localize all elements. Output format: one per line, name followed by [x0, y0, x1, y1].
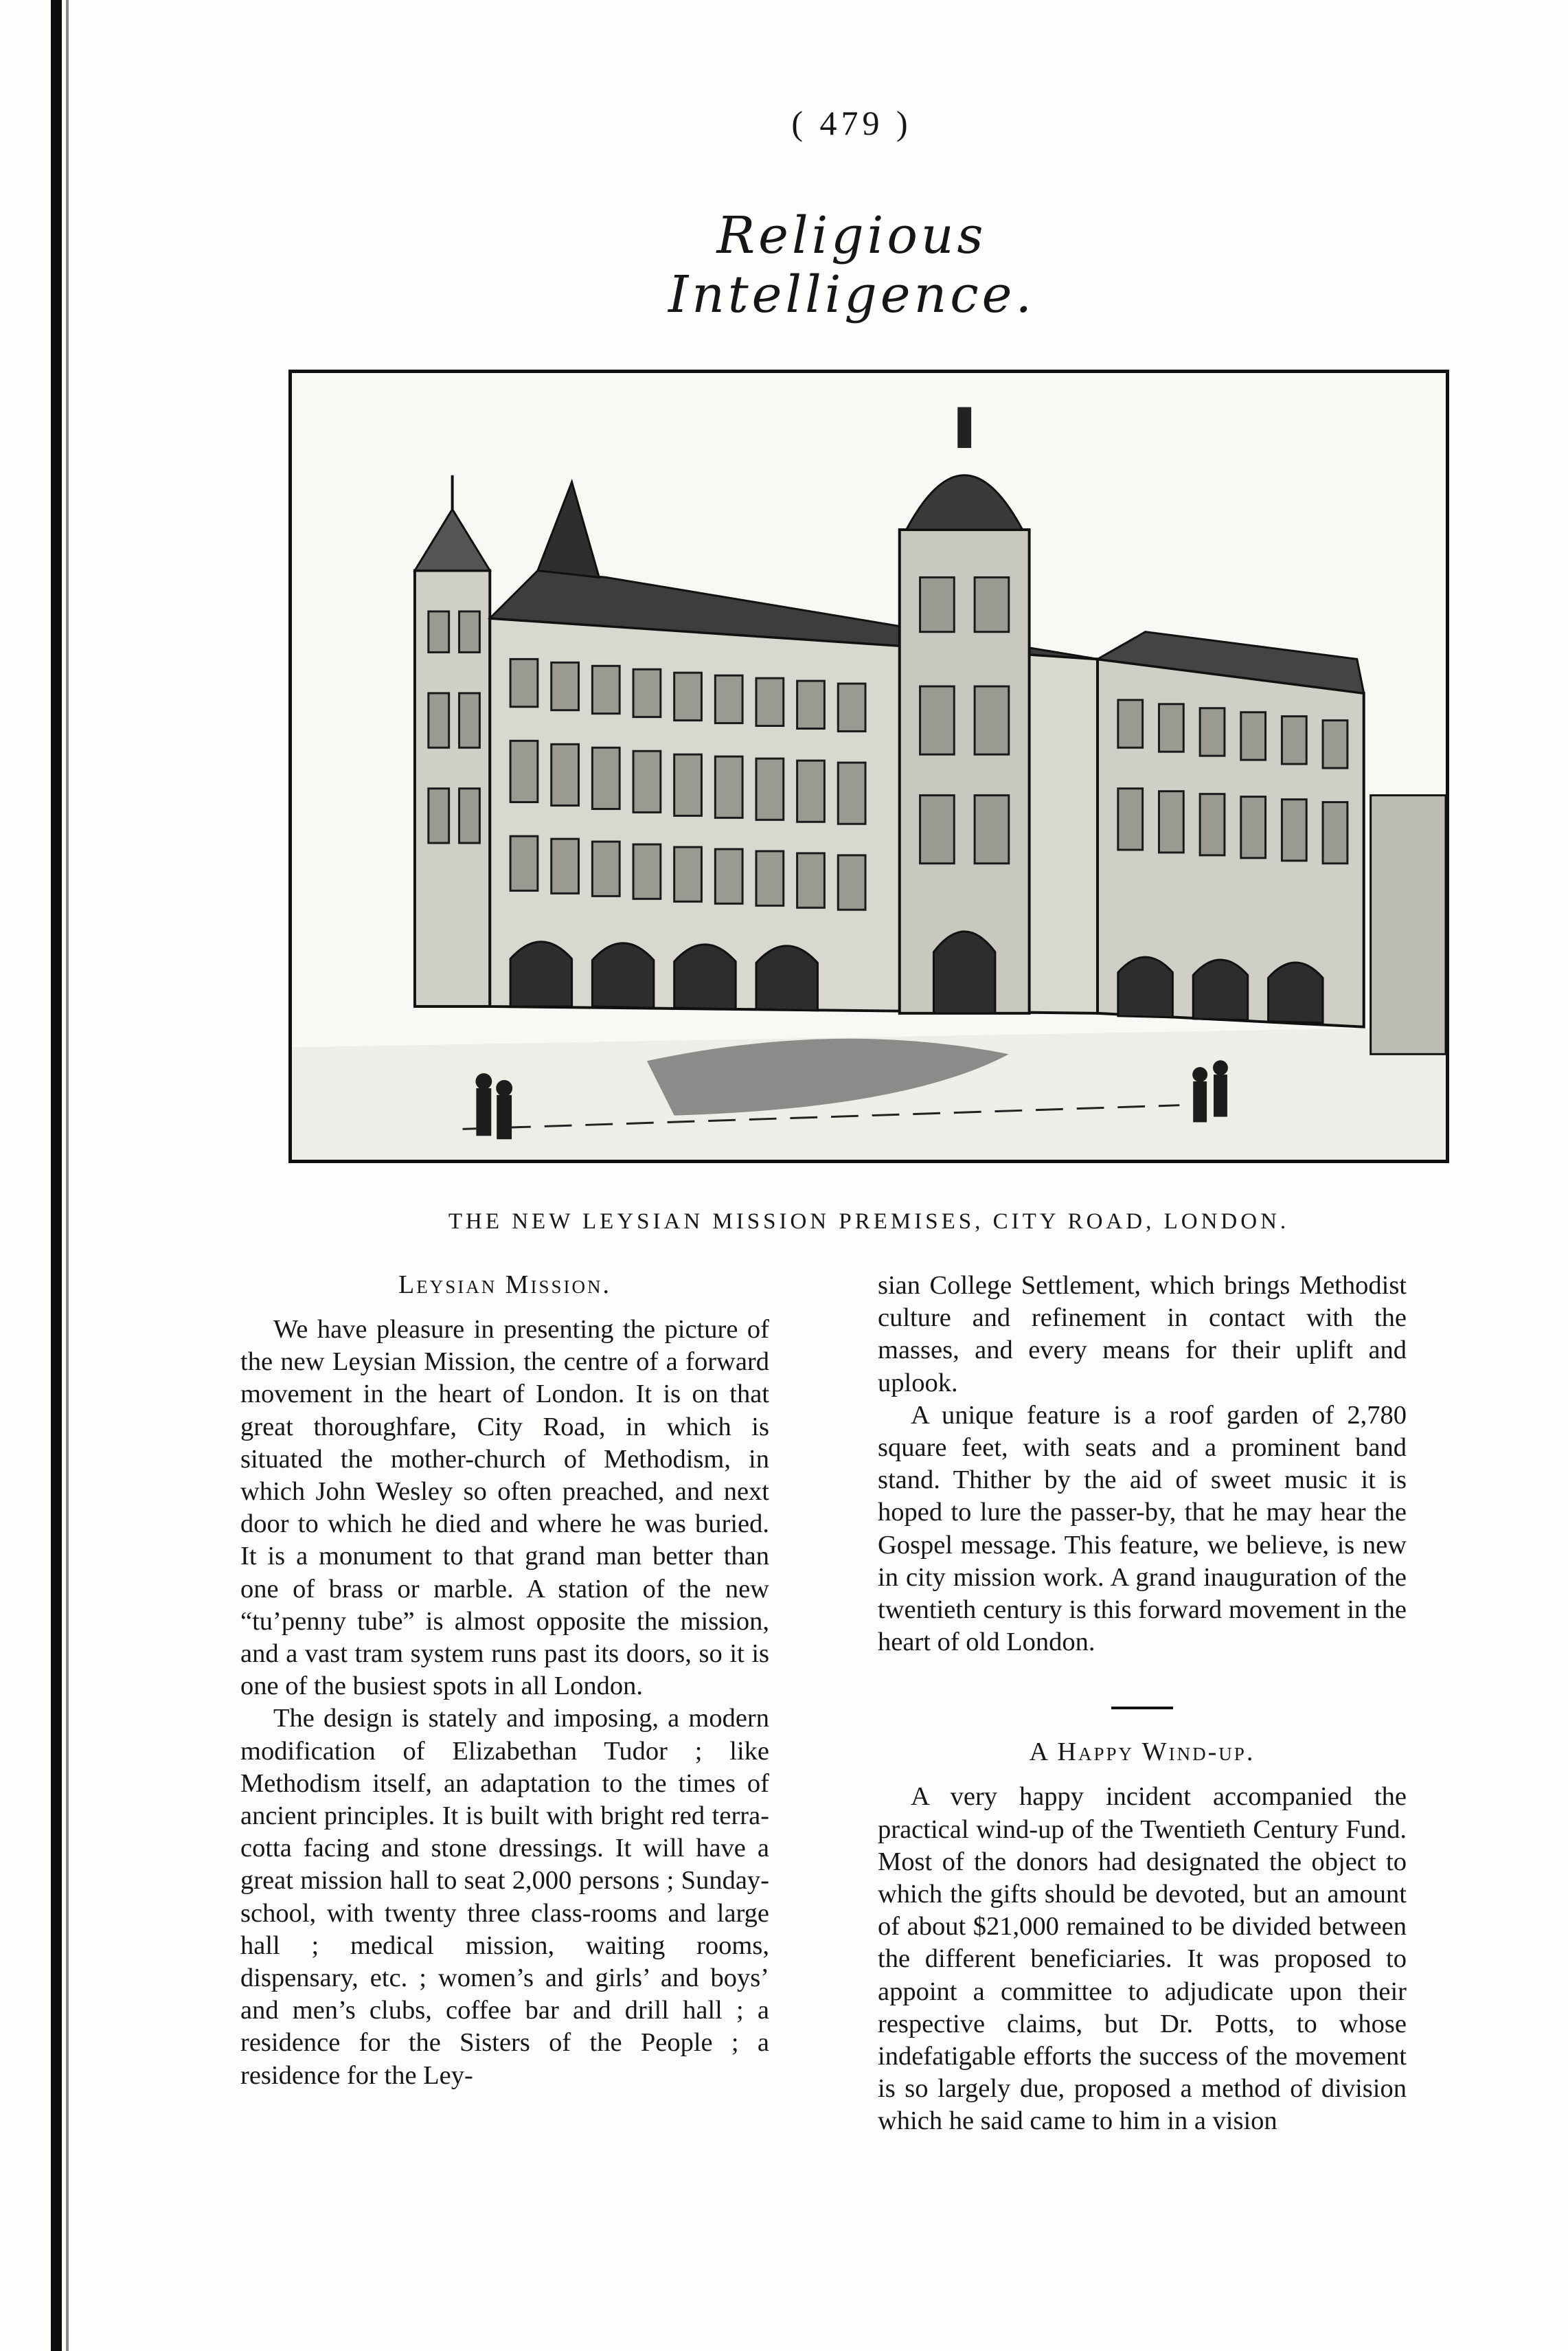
section-heading-happy-wind-up: A Happy Wind-up.	[1029, 1737, 1255, 1767]
paragraph: A unique feature is a roof garden of 2,780 square feet, with seats and a prominent band stand. Thither by the aid of sweet music it is hoped to lure the passer-by, that he may hear the Gospel message. This feature, we believe, is new in city mission work. A grand inauguration of the twentieth century is this forward movement in the heart of old London.	[878, 1400, 1407, 1657]
paragraph-continued: sian College Settlement, which brings Methodist culture and refinement in contact with the masses, and every means for their uplift and uplook.	[878, 1271, 1407, 1397]
leysian-mission-illustration	[292, 373, 1446, 1160]
paragraph: A very happy incident accompanied the practical wind-up of the Twentieth Century Fund. Most of the donors had designated the object to which the gifts should be devoted, but an amount of about $21,000 remained to be divided between the different beneficiaries. It was proposed to appoint a committee to adjudicate upon their respective claims, but Dr. Potts, to whose indefatigable efforts the success of the movement is so largely due, proposed a method of division which he said came to him in a vision	[878, 1782, 1407, 2136]
paragraph: The design is stately and imposing, a modern modification of Elizabethan Tudor ; like Methodism itself, an adaptation to the times of ancient principles. It is built with bright red terra-cotta facing and stone dressings. It will have a great mission hall to seat 2,000 persons ; Sunday-school, with twenty three class-rooms and large hall ; medical mission, waiting rooms, dispensary, etc. ; women’s and girls’ and boys’ and men’s clubs, coffee bar and drill hall ; a residence for the Sisters of the People ; a residence for the Ley-	[240, 1704, 769, 2090]
section-heading-leysian-mission: Leysian Mission.	[398, 1270, 611, 1299]
page-binding-shadow	[66, 0, 69, 2351]
section-divider	[1111, 1707, 1173, 1709]
paragraph: We have pleasure in presenting the picture of the new Leysian Mission, the centre of a forward movement in the heart of London. It is on that great thoroughfare, City Road, in which is situated the mother-church of Methodism, in which John Wesley so often preached, and next door to which he died and where he was buried. It is a monument to that grand man better than one of brass or marble. A station of the new “tu’penny tube” is almost opposite the mission, and a vast tram system runs past its doors, so it is one of the busiest spots in all London.	[240, 1315, 769, 1701]
page-number: ( 479 )	[791, 104, 912, 142]
figure-caption: THE NEW LEYSIAN MISSION PREMISES, CITY ROAD, LONDON.	[448, 1209, 1290, 1234]
section-masthead: Religious Intelligence.	[668, 206, 1035, 324]
right-column	[878, 1270, 1407, 2138]
left-column	[240, 1270, 769, 2092]
page-binding-edge	[51, 0, 62, 2351]
building-engraving	[288, 370, 1449, 1163]
